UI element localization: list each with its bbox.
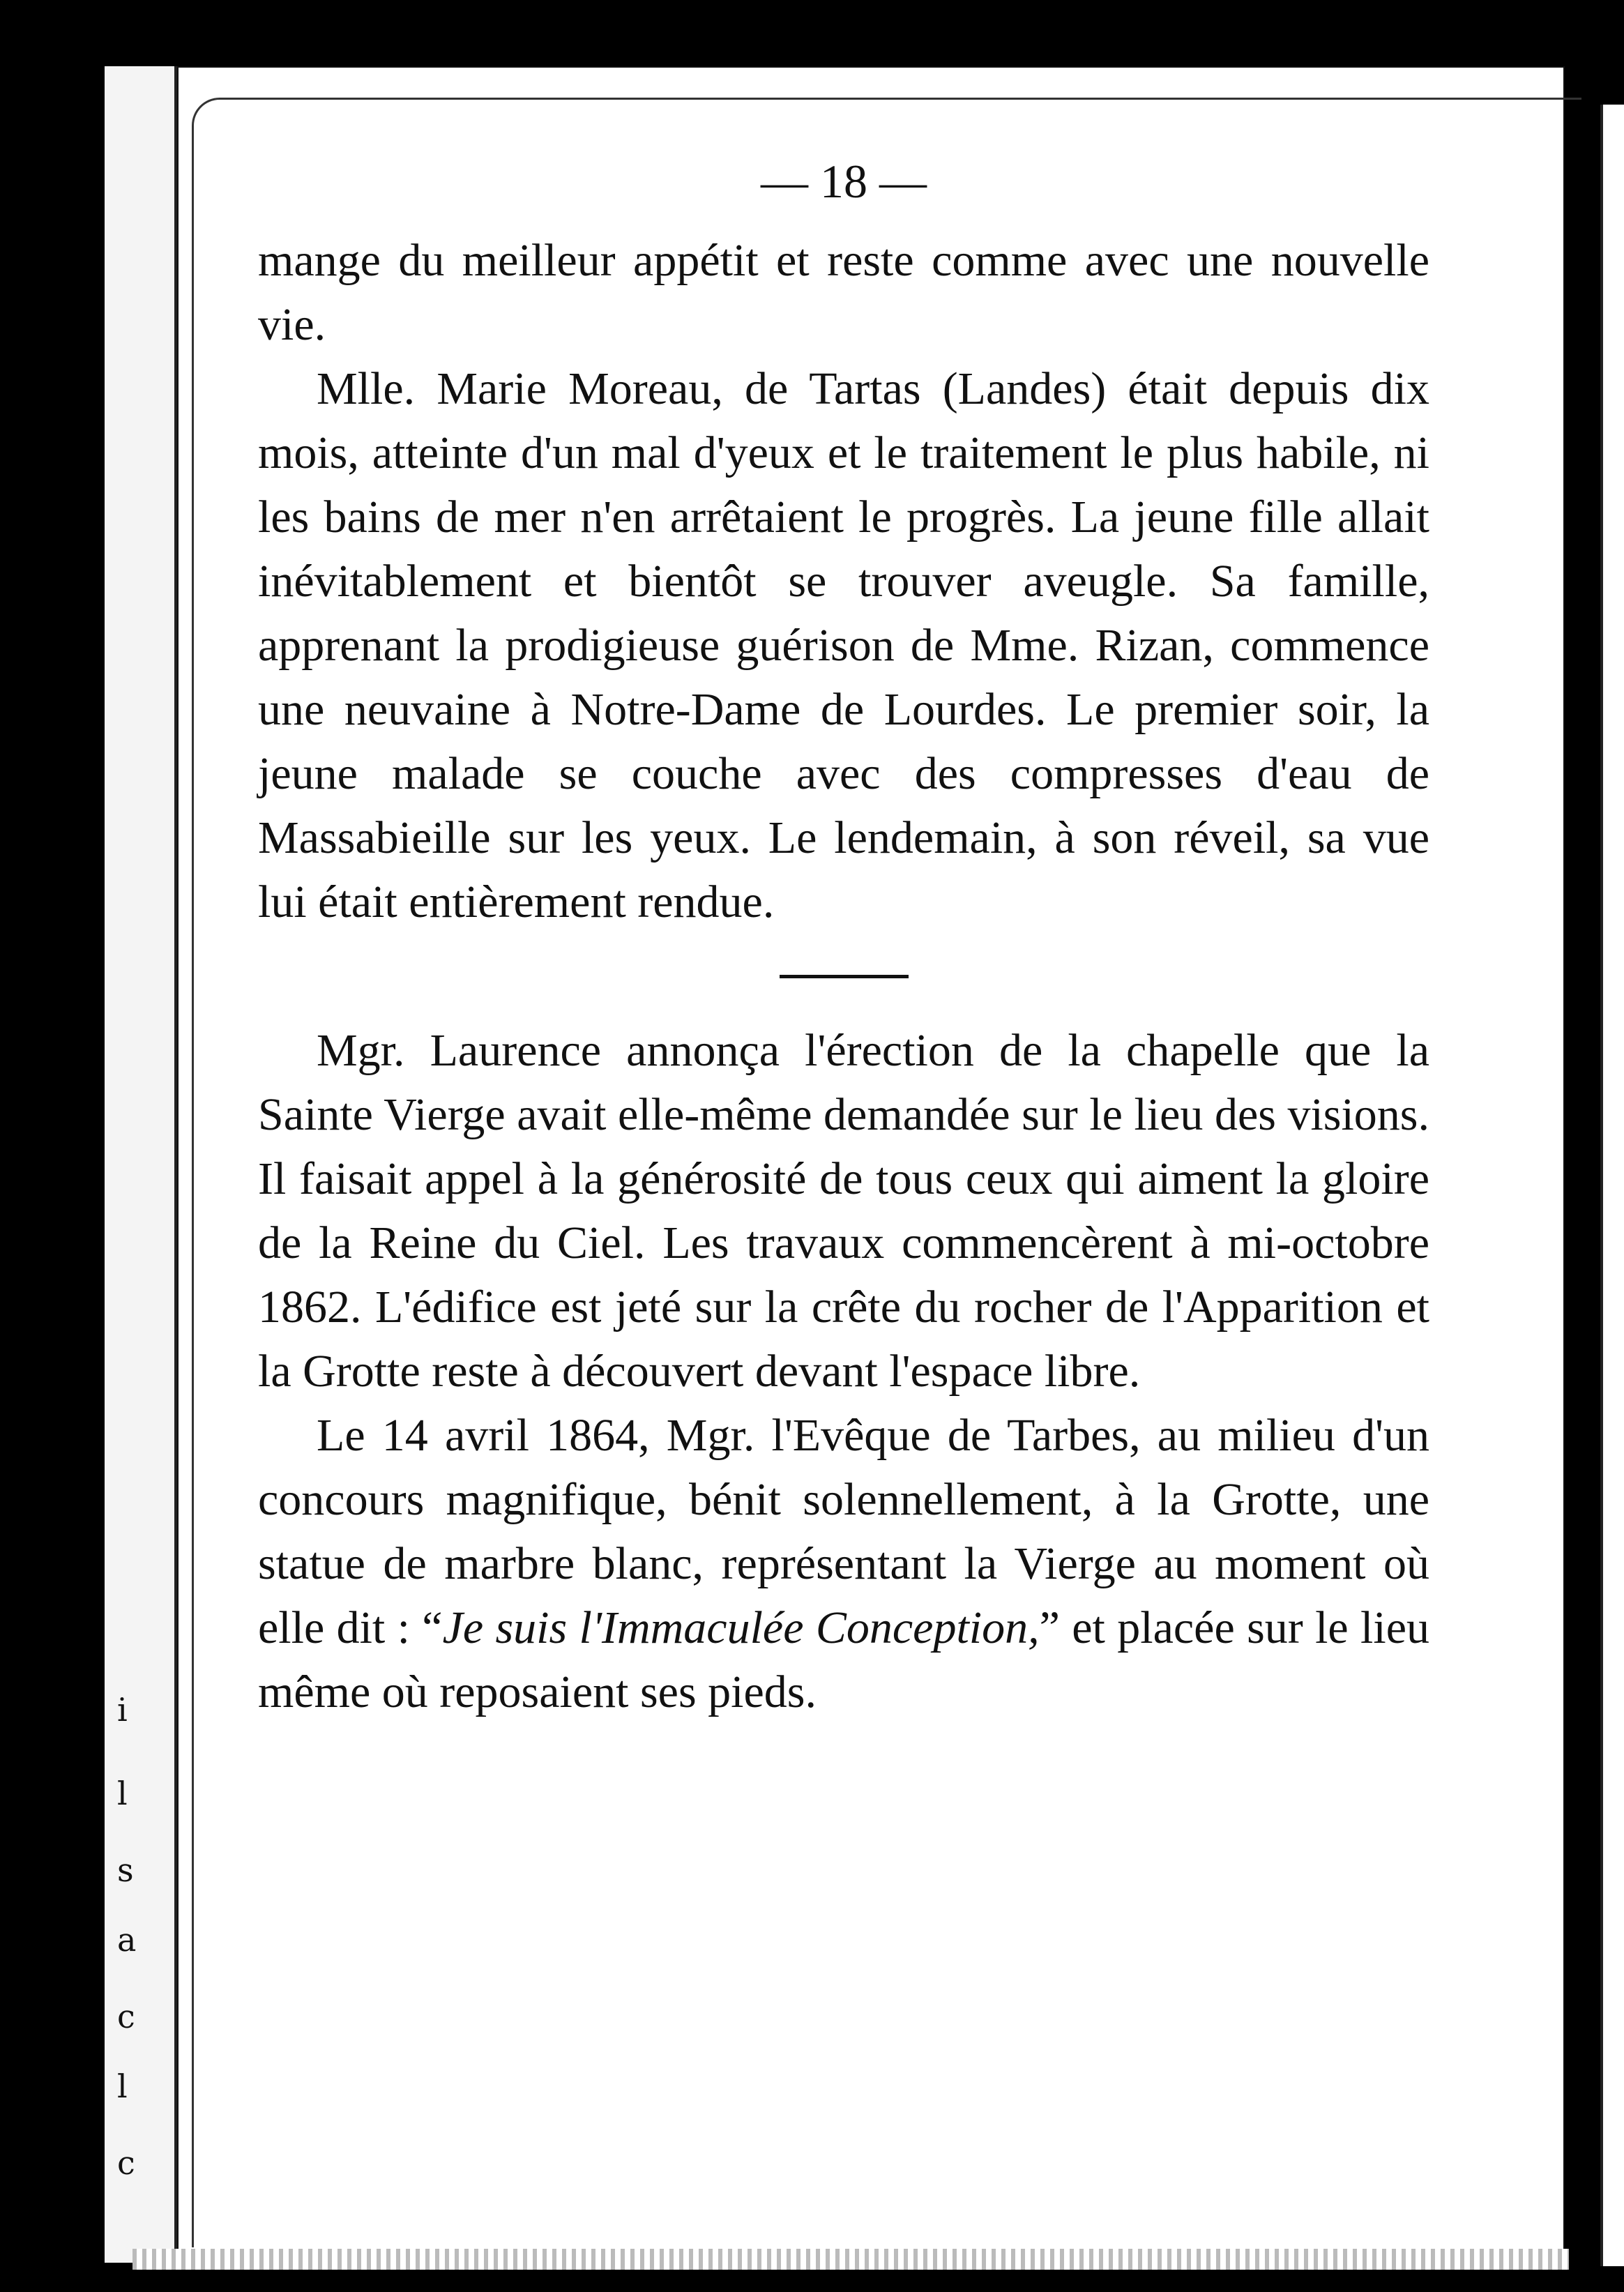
- quote-italic: Je suis l'Immaculée Conception,: [442, 1602, 1040, 1653]
- page-text: [258, 153, 1429, 1724]
- margin-glyph: l: [117, 1775, 128, 1812]
- adjacent-page-edge: [105, 66, 176, 2263]
- right-page-edge: [1600, 105, 1624, 2266]
- paragraph-moreau: Mlle. Marie Moreau, de Tartas (Landes) était depuis dix mois, atteinte d'un mal d'yeux et le traitement le plus habile, ni les bains de mer n'en arrêtaient le progrès. La jeune fille allait inévitablement et bientôt se trouver aveugle. Sa famille, apprenant la prodigieuse guérison de Mme. Rizan, commence une neuvaine à Notre-Dame de Lourdes. Le premier soir, la jeune malade se couche avec des compresses d'eau de Massabieille sur les yeux. Le lendemain, à son réveil, sa vue lui était entièrement rendue.: [258, 363, 1429, 927]
- margin-glyph: c: [117, 1998, 135, 2035]
- margin-glyph: a: [117, 1921, 137, 1959]
- paragraph-chapelle: Mgr. Laurence annonça l'érection de la chapelle que la Sainte Vierge avait elle-même demandée sur le lieu des visions. Il faisait appel à la générosité de tous ceux qui aiment la gloire de la Reine du Ciel. Les travaux commencèrent à mi-octobre 1862. L'édifice est jeté sur la crête du rocher de l'Apparition et la Grotte reste à découvert devant l'espace libre.: [258, 1025, 1429, 1397]
- margin-glyph: i: [117, 1691, 128, 1729]
- paragraph-continuation: mange du meilleur appétit et reste comme avec une nouvelle vie.: [258, 235, 1429, 350]
- paragraph-statue: [258, 1404, 1429, 1724]
- margin-glyph: c: [117, 2144, 135, 2182]
- statue-text-before: Le 14 avril 1864, Mgr. l'Evêque de Tarbes, au milieu d'un concours magnifique, bénit solennellement, à la Grotte, une statue de marbre blanc, représentant la Vierge au moment où elle dit : “: [258, 1410, 1429, 1653]
- bottom-page-edge: [132, 2249, 1569, 2270]
- margin-glyph: s: [117, 1851, 134, 1889]
- statue-text-after: ” et placée sur le lieu même où reposaient ses pieds.: [258, 1602, 1430, 1717]
- section-separator: [780, 975, 909, 978]
- margin-glyph: l: [117, 2067, 128, 2105]
- page-number: — 18 —: [761, 155, 927, 208]
